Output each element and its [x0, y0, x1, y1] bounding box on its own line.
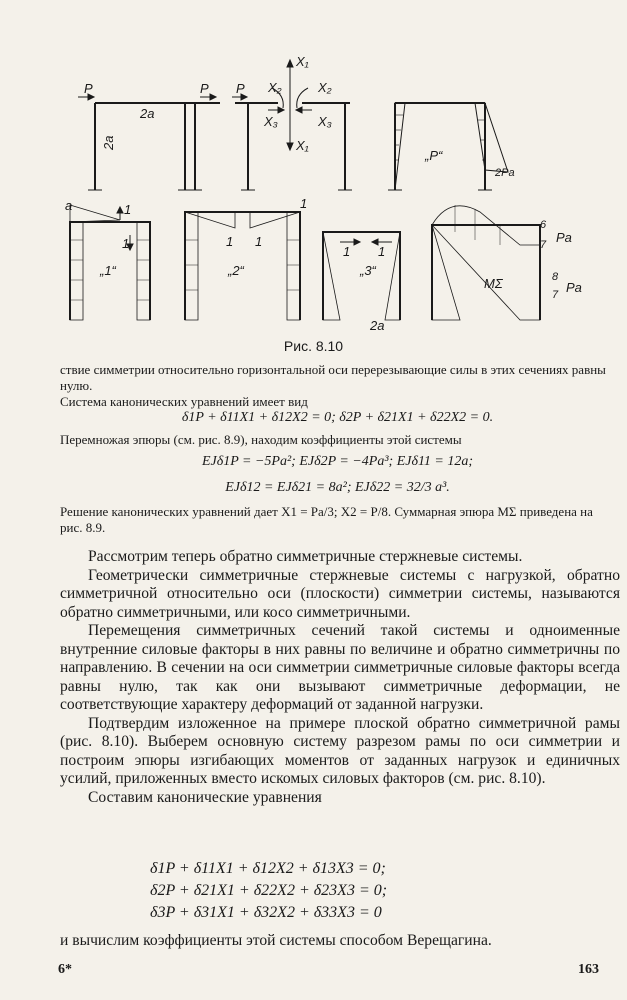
label-x3-left: X₃ — [264, 114, 278, 129]
label-p-3: P — [236, 81, 245, 96]
paragraph-vereshchagin: и вычислим коэффициенты этой системы способом Верещагина. — [60, 932, 492, 949]
main-text-block — [60, 548, 620, 807]
label-x1-bottom: X₁ — [296, 138, 309, 153]
label-msigma: MΣ — [484, 276, 503, 291]
figure-caption: Рис. 8.10 — [283, 338, 344, 354]
label-2a-side: 2a — [101, 135, 116, 150]
paragraph-antisymmetric: Рассмотрим теперь обратно симметричные стержневые системы. — [88, 548, 523, 565]
label-eight: 8 — [552, 271, 559, 283]
label-p-1: P — [84, 81, 93, 96]
system-eq-1: δ1P + δ11X1 + δ12X2 + δ13X3 = 0; — [150, 860, 386, 877]
label-x2-left: X₂ — [268, 80, 282, 95]
figure-8-10 — [0, 0, 627, 345]
paragraph-example: Подтвердим изложенное на примере плоской обратно симметричной рамы (рис. 8.10). Выберем основную систему разрезом рамы по оси симметрии и построим эпюры изгибающих моментов от заданных нагрузок и единичных усилий, приложенных вместо искомых силовых факторов (см. рис. 8.10). — [60, 714, 620, 787]
label-seven-a: 7 — [540, 239, 547, 251]
equation-1: δ1P + δ11X1 + δ12X2 = 0; δ2P + δ21X1 + δ22X2 = 0. — [181, 410, 494, 425]
system-eq-3: δ3P + δ31X1 + δ32X2 + δ33X3 = 0 — [150, 904, 382, 921]
paragraph-system: Система канонических уравнений имеет вид — [60, 394, 308, 409]
label-one-g: 1 — [378, 244, 386, 259]
label-x1-top: X₁ — [296, 54, 309, 69]
canonical-system — [150, 858, 530, 924]
label-diagram-1: „1“ — [100, 263, 116, 278]
small-text-block — [60, 362, 615, 536]
label-one-c: 1 — [226, 234, 234, 249]
paragraph-definition: Геометрически симметричные стержневые системы с нагрузкой, обратно симметричной относительно оси (плоскости) симметрии системы, называются обратно симметричными, или косо симметричными. — [60, 566, 620, 621]
label-pa-a: Pa — [556, 230, 572, 245]
label-six: 6 — [540, 219, 547, 231]
equation-2: EJδ1P = −5Pa²; EJδ2P = −4Pa³; EJδ11 = 12a; — [201, 454, 474, 469]
label-2pa: 2Pa — [495, 167, 515, 179]
equation-3: EJδ12 = EJδ21 = 8a²; EJδ22 = 32/3 a³. — [225, 480, 450, 495]
paragraph-compose: Составим канонические уравнения — [88, 788, 322, 806]
paragraph-multiplying: Перемножая эпюры (см. рис. 8.9), находим коэффициенты этой системы — [60, 432, 462, 447]
label-p-diagram: „P“ — [425, 148, 443, 163]
final-line — [60, 932, 620, 951]
label-2a-bottom: 2a — [370, 318, 385, 333]
label-one-b: 1 — [122, 236, 130, 251]
label-x2-right: X₂ — [318, 80, 332, 95]
label-seven-b: 7 — [552, 289, 559, 301]
label-one-d: 1 — [255, 234, 263, 249]
label-one-e: 1 — [300, 196, 308, 211]
label-diagram-2: „2“ — [228, 263, 244, 278]
label-one-f: 1 — [343, 244, 351, 259]
label-p-2: P — [200, 81, 209, 96]
footer-signature: 6* — [58, 962, 72, 977]
label-diagram-3: „3“ — [360, 263, 376, 278]
label-x3-right: X₃ — [318, 114, 332, 129]
label-a: a — [65, 198, 73, 213]
page-number: 163 — [578, 962, 599, 977]
system-eq-2: δ2P + δ21X1 + δ22X2 + δ23X3 = 0; — [150, 882, 388, 899]
label-2a-top: 2a — [140, 106, 155, 121]
paragraph-displacements: Перемещения симметричных сечений такой системы и одноименные внутренние силовые факторы в них равны по величине и обратно симметричны по направлению. В сечении на оси симметрии симметричные силовые факторы всегда равны нулю, так как они вызывают симметричные деформации, не соответствующие характеру деформаций от заданной нагрузки. — [60, 622, 620, 713]
paragraph-symmetry: ствие симметрии относительно горизонтальной оси перерезывающие силы в этих сечениях равны нулю. — [60, 362, 606, 393]
label-pa-b: Pa — [566, 280, 582, 295]
label-one-a: 1 — [124, 202, 132, 217]
paragraph-solution: Решение канонических уравнений дает X1 = Pa/3; X2 = P/8. Суммарная эпюра MΣ приведена на рис. 8.9. — [60, 504, 593, 535]
